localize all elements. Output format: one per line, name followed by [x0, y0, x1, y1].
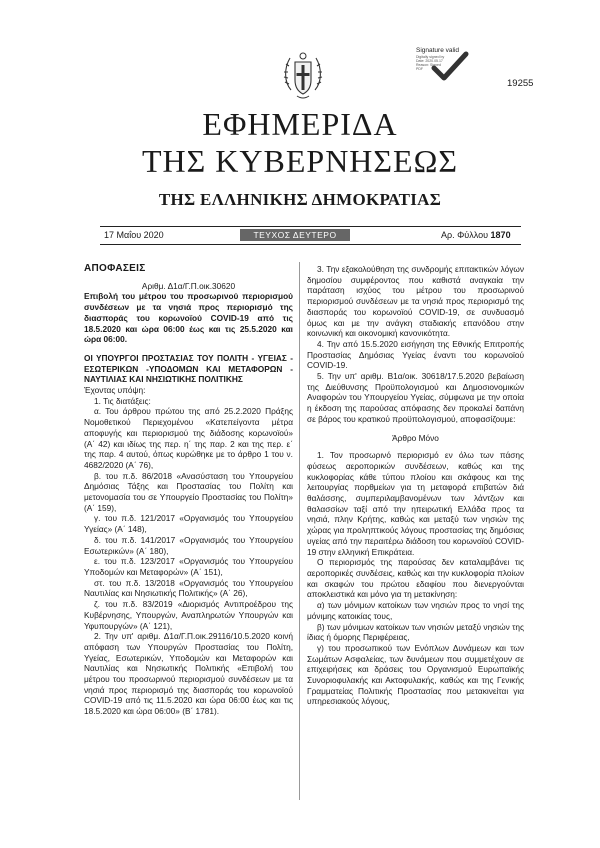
section-heading: ΑΠΟΦΑΣΕΙΣ — [84, 263, 146, 274]
page-number: 19255 — [507, 78, 534, 89]
paragraph: ζ. του π.δ. 83/2019 «Διορισμός Αντιπροέδρου της Κυβέρνησης, Υπουργών, Αναπληρωτών Υπουργών και Υφυπουργών» (Α΄ 121), — [84, 599, 293, 631]
paragraph: στ. του π.δ. 13/2018 «Οργανισμός του Υπουργείου Ναυτιλίας και Νησιωτικής Πολιτικής» (Α΄ 26), — [84, 577, 293, 599]
paragraph: α. Του άρθρου πρώτου της από 25.2.2020 Πράξης Νομοθετικού Περιεχομένου «Κατεπείγοντα μέτρα αποφυγής και περιορισμού της διάδοσης κορωνοϊού» (Α΄ 42) και ιδίως της περ. η΄ της παρ. 2 και της περ. ε΄ της παρ. 4 αυτού, όπως κυρώθηκε με το άρθρο 1 του ν. 4682/2020 (Α΄ 76), — [84, 406, 293, 470]
paragraph: α) των μόνιμων κατοίκων των νησιών προς το νησί της μόνιμης κατοικίας τους, — [307, 600, 524, 621]
issue-series-badge: ΤΕΥΧΟΣ ΔΕΥΤΕΡΟ — [240, 229, 350, 241]
signature-detail-line: Date: 2020.05.17 — [416, 59, 443, 63]
issue-date: 17 Μαΐου 2020 — [104, 230, 164, 240]
coat-of-arms-emblem — [283, 50, 323, 102]
masthead-subtitle: ΤΗΣ ΚΥΒΕΡΝΗΣΕΩΣ — [142, 143, 458, 179]
having-regard: Έχοντας υπόψη: — [84, 385, 146, 396]
masthead-republic: ΤΗΣ ΕΛΛΗΝΙΚΗΣ ΔΗΜΟΚΡΑΤΙΑΣ — [158, 190, 442, 209]
paragraph: 5. Την υπ' αριθμ. Β1α/οικ. 30618/17.5.2020 βεβαίωση της Διεύθυνσης Προϋπολογισμού και Δημοσιονομικών Αναφορών του Υπουργείου Υγείας, σύμφωνα με την οποία η έκδοση της παρούσας απόφασης δεν προκαλεί δαπάνη σε βάρος του κρατικού προϋπολογισμού, αποφασίζουμε: — [307, 371, 524, 424]
paragraph: Ο περιορισμός της παρούσας δεν καταλαμβάνει τις αεροπορικές συνδέσεις, καθώς και την κυκλοφορία πλοίων και σκαφών του πρώτου εδαφίου που διενεργούνται αποκλειστικά και μόνο για τη μετακίνηση: — [307, 557, 524, 600]
paragraph: 1. Τον προσωρινό περιορισμό εν όλω των πάσης φύσεως αεροπορικών συνδέσεων, καθώς και της κυκλοφορίας κάθε τύπου πλοίου και σκάφους και της λειτουργίας πορθμείων για τη μεταφορά επιβατών διά θαλάσσης, συμπεριλαμβανομένων των λάντζων και θαλασσίων ταξί από την ηπειρωτική Ελλάδα προς τα νησιά, πλην Κρήτης, καθώς και μεταξύ των νησιών της χώρας για προληπτικούς λόγους προστασίας της δημόσιας υγείας από την περαιτέρω διάδοση του κορωνοϊού COVID-19 στην ελληνική Επικράτεια. — [307, 450, 524, 557]
paragraph: β) των μόνιμων κατοίκων των νησιών μεταξύ νησιών της ίδιας ή όμορης Περιφέρειας, — [307, 621, 524, 643]
signature-label: Signature valid — [416, 47, 459, 54]
sheet-number — [441, 230, 511, 240]
paragraph: β. του π.δ. 86/2018 «Ανασύσταση του Υπουργείου Δημόσιας Τάξης και Προστασίας του Πολίτη και μετονομασία του σε Υπουργείο Προστασίας του Πολίτη» (Α΄ 159), — [84, 470, 293, 513]
sheet-value: 1870 — [490, 230, 511, 240]
paragraph: 4. Την από 15.5.2020 εισήγηση της Εθνικής Επιτροπής Προστασίας Δημόσιας Υγείας έναντι του κορωνοϊού COVID-19. — [307, 338, 524, 371]
header-rule-top — [100, 226, 521, 227]
digital-signature-stamp — [416, 47, 476, 71]
paragraph: γ) του προσωπικού των Ενόπλων Δυνάμεων και των Σωμάτων Ασφαλείας, των δυνάμεων που συμμετέχουν σε επιχειρήσεις και δράσεις του Οργανισμού Ευρωπαϊκής Συνοριοφυλακής και Ακτοφυλακής, καθώς και της Γενικής Γραμματείας Πολιτικής Προστασίας που μετακινείται για υπηρεσιακούς λόγους, — [307, 642, 524, 707]
paragraph: ε. του π.δ. 123/2017 «Οργανισμός του Υπουργείου Υποδομών και Μεταφορών» (Α΄ 151), — [84, 556, 293, 577]
column-divider — [299, 262, 300, 800]
decision-title: Επιβολή του μέτρου του προσωρινού περιορισμού συνδέσεων με τα νησιά προς περιορισμό της διασποράς του κορωνοϊού COVID-19 από τις 18.5.2020 και ώρα 06:00 έως και τις 25.5.2020 και ώρα 06:00. — [84, 291, 293, 345]
checkmark-icon — [430, 50, 470, 84]
left-column — [84, 264, 293, 717]
masthead-title: ΕΦΗΜΕΡΙΔΑ — [202, 106, 398, 142]
paragraph: 3. Την εξακολούθηση της συνδρομής επιτακτικών λόγων δημοσίου συμφέροντος που καθιστά αναγκαία την παράταση ισχύος του μέτρου του προσωρινού περιορισμού συνδέσεων με τα νησιά προς περιορισμό της διασποράς του κορωνοϊού COVID-19, σε συνδυασμό όμως και με την ανάγκη σταδιακής επανόδου στην κοινωνική και οικονομική κανονικότητα. — [307, 264, 524, 339]
article-heading: Άρθρο Μόνο — [392, 432, 439, 443]
paragraph: 2. Την υπ' αριθμ. Δ1α/Γ.Π.οικ.29116/10.5.2020 κοινή απόφαση των Υπουργών Προστασίας του Πολίτη, Υγείας, Εσωτερικών, Υποδομών και Μεταφορών και Ναυτιλίας και Νησιωτικής Πολιτικής «Επιβολή του μέτρου του προσωρινού περιορισμού συνδέσεων με τα νησιά προς περιορισμό της διασποράς του κορωνοϊού COVID-19 από τις 11.5.2020 και ώρα 06:00 έως και τις 18.5.2020 και ώρα 06:00» (Β΄ 1781). — [84, 631, 293, 717]
paragraph: γ. του π.δ. 121/2017 «Οργανισμός του Υπουργείου Υγείας» (Α΄ 148), — [84, 513, 293, 535]
header-rule-bottom — [100, 244, 521, 245]
decision-reference: Αριθμ. Δ1α/Γ.Π.οικ.30620 — [141, 280, 236, 291]
signature-detail-line: Digitally signed by — [416, 55, 445, 59]
right-column — [307, 264, 524, 707]
paragraph: δ. του π.δ. 141/2017 «Οργανισμός του Υπουργείου Εσωτερικών» (Α΄ 180), — [84, 534, 293, 556]
paragraph: 1. Τις διατάξεις: — [94, 395, 151, 406]
sheet-label: Αρ. Φύλλου — [441, 230, 489, 240]
signature-detail-line: Reason: Signed PDF — [416, 63, 441, 71]
ministers-heading: ΟΙ ΥΠΟΥΡΓΟΙ ΠΡΟΣΤΑΣΙΑΣ ΤΟΥ ΠΟΛΙΤΗ - ΥΓΕΙΑΣ - ΕΣΩΤΕΡΙΚΩΝ -ΥΠΟΔΟΜΩΝ ΚΑΙ ΜΕΤΑΦΟΡΩΝ - ΝΑΥΤΙΛΙΑΣ ΚΑΙ ΝΗΣΙΩΤΙΚΗΣ ΠΟΛΙΤΙΚΗΣ — [84, 352, 293, 385]
